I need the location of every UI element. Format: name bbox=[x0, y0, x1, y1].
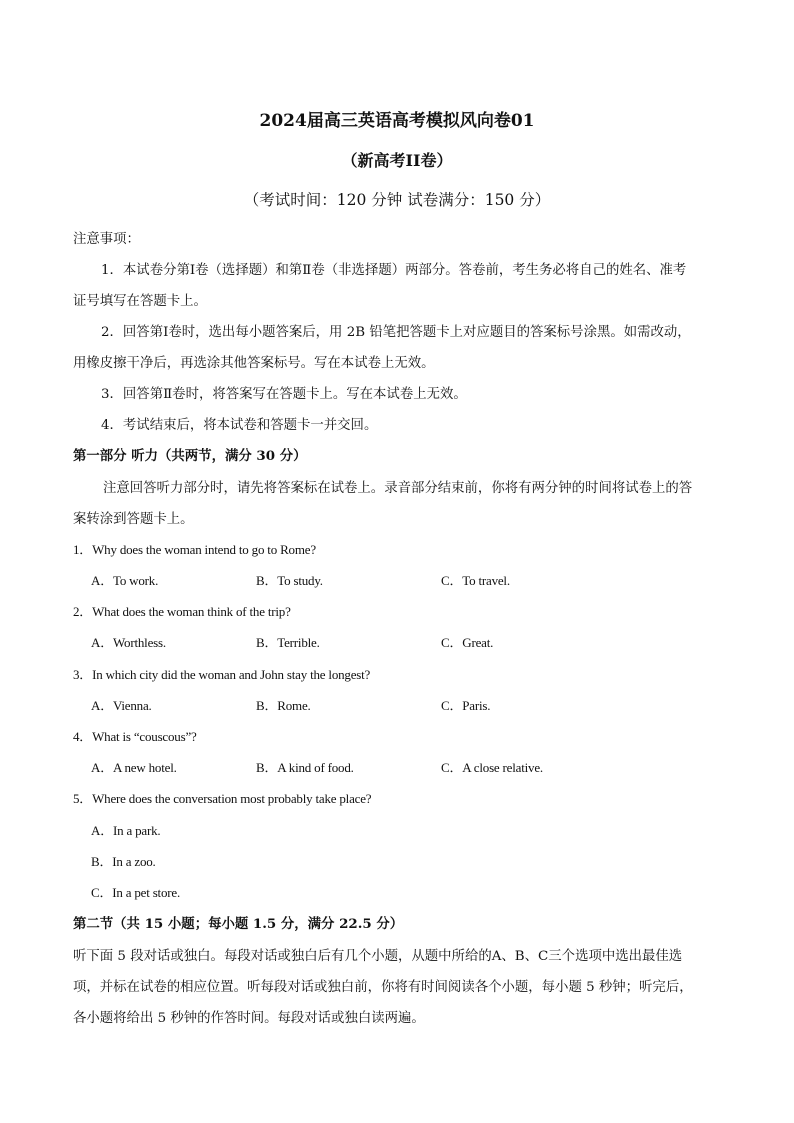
question-4-option-c: C．A close relative. bbox=[441, 760, 543, 775]
section2-line-1: 听下面 5 段对话或独白。每段对话或独白后有几个小题，从题中所给的A、B、C三个选项中选出最佳选 bbox=[73, 949, 683, 964]
section2-line-3: 各小题将给出 5 秒钟的作答时间。每段对话或独白读两遍。 bbox=[73, 1011, 425, 1026]
notice-heading: 注意事项： bbox=[73, 232, 140, 247]
section2-heading: 第二节（共 15 小题；每小题 1.5 分，满分 22.5 分） bbox=[73, 916, 404, 932]
notice-item-2-line-2: 用橡皮擦干净后，再选涂其他答案标号。写在本试卷上无效。 bbox=[73, 356, 435, 371]
question-5-option-c: C．In a pet store. bbox=[91, 885, 181, 900]
question-2-option-b: B．Terrible. bbox=[256, 635, 320, 650]
question-4-stem: 4．What is “couscous”? bbox=[73, 729, 197, 744]
part1-instruction-line-2: 案转涂到答题卡上。 bbox=[73, 512, 194, 527]
question-3-option-b: B．Rome. bbox=[256, 698, 311, 713]
exam-info: （考试时间：120 分钟 试卷满分：150 分） bbox=[243, 191, 551, 209]
page-subtitle: （新高考II卷） bbox=[341, 151, 453, 170]
question-2-option-c: C．Great. bbox=[441, 635, 494, 650]
question-1-stem: 1．Why does the woman intend to go to Rome? bbox=[73, 542, 316, 557]
question-3-option-c: C．Paris. bbox=[441, 698, 491, 713]
question-2-option-a: A．Worthless. bbox=[91, 635, 166, 650]
part1-heading: 第一部分 听力（共两节，满分 30 分） bbox=[73, 448, 307, 464]
question-4-option-a: A．A new hotel. bbox=[91, 760, 177, 775]
question-1-option-a: A．To work. bbox=[91, 573, 159, 588]
notice-item-4: 4．考试结束后，将本试卷和答题卡一并交回。 bbox=[101, 418, 378, 433]
question-1-option-b: B．To study. bbox=[256, 573, 323, 588]
question-5-option-b: B．In a zoo. bbox=[91, 854, 156, 869]
question-1-option-c: C．To travel. bbox=[441, 573, 510, 588]
notice-item-2-line-1: 2．回答第Ⅰ卷时，选出每小题答案后，用 2B 铅笔把答题卡上对应题目的答案标号涂黑。如需改动， bbox=[101, 325, 691, 340]
question-2-stem: 2．What does the woman think of the trip? bbox=[73, 604, 291, 619]
section2-line-2: 项，并标在试卷的相应位置。听每段对话或独白前，你将有时间阅读各个小题，每小题 5 秒钟；听完后， bbox=[73, 980, 693, 995]
notice-item-1-line-2: 证号填写在答题卡上。 bbox=[73, 294, 207, 309]
question-3-stem: 3．In which city did the woman and John stay the longest? bbox=[73, 667, 371, 682]
part1-instruction-line-1: 注意回答听力部分时，请先将答案标在试卷上。录音部分结束前，你将有两分钟的时间将试卷上的答 bbox=[103, 481, 693, 496]
question-5-stem: 5．Where does the conversation most probably take place? bbox=[73, 791, 372, 806]
page-title: 2024届高三英语高考模拟风向卷01 bbox=[259, 111, 535, 131]
question-3-option-a: A．Vienna. bbox=[91, 698, 152, 713]
notice-item-3: 3．回答第Ⅱ卷时，将答案写在答题卡上。写在本试卷上无效。 bbox=[101, 387, 467, 402]
question-4-option-b: B．A kind of food. bbox=[256, 760, 354, 775]
question-5-option-a: A．In a park. bbox=[91, 823, 161, 838]
notice-item-1-line-1: 1．本试卷分第Ⅰ卷（选择题）和第Ⅱ卷（非选择题）两部分。答卷前，考生务必将自己的姓名、准考 bbox=[101, 263, 687, 278]
